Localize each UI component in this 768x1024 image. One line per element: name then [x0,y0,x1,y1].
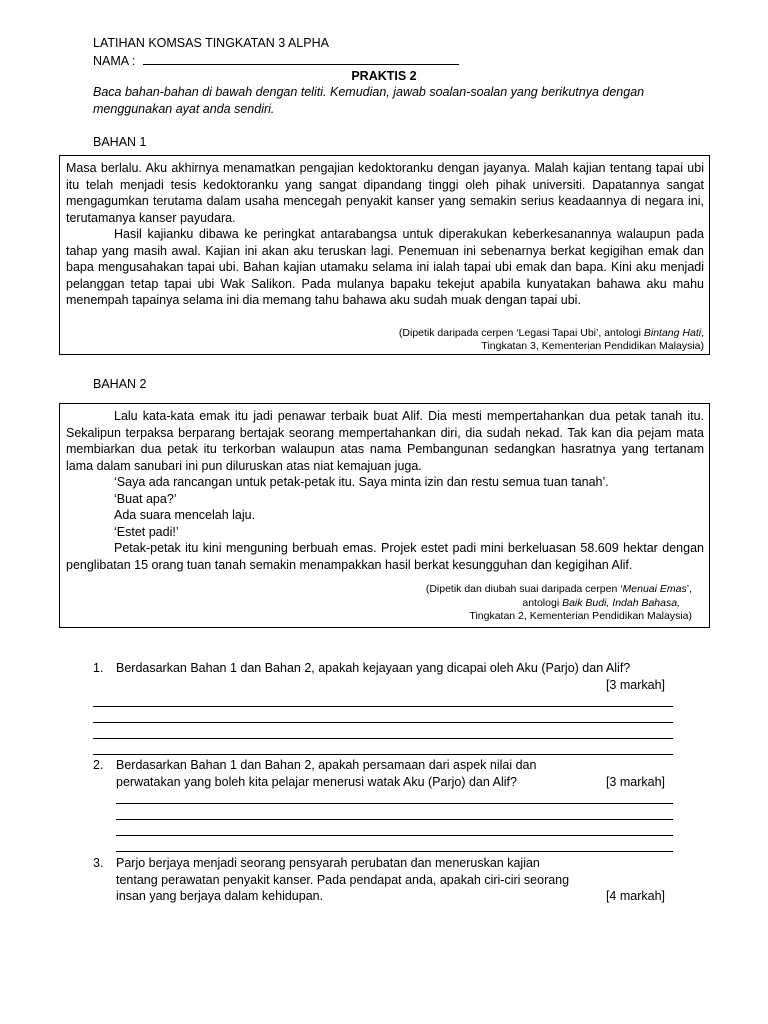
question-number: 2. [93,758,104,772]
question-marks: [3 markah] [605,774,665,789]
bahan2-paragraph-1: Lalu kata-kata emak itu jadi penawar terbaik buat Alif. Dia mesti mempertahankan dua petak tanah itu. Sekalipun terpaksa berparang bertajak seorang mempertahankan diri, dia sudah nekad. Tak kan dia pejam mata membiarkan dua petak itu terkorban walaupun atas nama Pembangunan sedangkan hasratnya yang tertanam lama dalam sanubari ini pun diluruskan atas niat kemajuan juga. [66,409,704,473]
bahan1-box [59,155,710,355]
name-row [93,52,459,70]
instruction-text: Baca bahan-bahan di bawah dengan teliti. Kemudian, jawab soalan-soalan yang berikutnya dengan menggunakan ayat anda sendiri. [93,85,645,116]
question-1 [93,660,673,693]
question-number: 1. [93,661,104,675]
bahan1-source-line2: Tingkatan 3, Kementerian Pendidikan Malaysia) [481,340,704,352]
bahan2-source-book: Baik Budi, Indah Bahasa, [562,596,680,609]
worksheet-title: LATIHAN KOMSAS TINGKATAN 3 ALPHA [93,36,329,50]
answer-line[interactable] [93,722,673,723]
question-marks: [3 markah] [605,677,665,692]
worksheet-header [93,35,459,69]
bahan1-source-pre: (Dipetik daripada cerpen ‘Legasi Tapai Ubi’, antologi [398,326,644,339]
bahan1-source [66,327,704,354]
bahan2-dialog-2: ‘Buat apa?’ [114,491,177,506]
question-text [116,855,673,905]
bahan1-paragraph-1: Masa berlalu. Aku akhirnya menamatkan pengajian kedoktoranku dengan jayanya. Malah kajian tentang tapai ubi itu telah menjadi tesis kedoktoranku yang sangat dipandang tinggi oleh pihak universiti. Dapatannya sangat mengagumkan terutama dalam usaha mencegah penyakit kanser yang semakin serius keadaannya di negara ini, terutamanya kanser payudara. [66,161,704,225]
answer-line[interactable] [93,738,673,739]
bahan1-source-post: , [701,326,704,339]
question-3 [93,855,673,905]
answer-line[interactable] [116,803,673,804]
bahan1-source-book: Bintang Hati [643,326,702,339]
bahan2-dialog-4: ‘Estet padi!’ [114,524,179,539]
question-text-content: Berdasarkan Bahan 1 dan Bahan 2, apakah persamaan dari aspek nilai dan perwatakan yang boleh kita pelajar menerusi watak Aku (Parjo) dan Alif? [116,758,537,789]
bahan2-source-post: ’, [686,583,692,595]
question-2 [93,757,673,790]
bahan2-source [66,583,692,624]
answer-line[interactable] [93,754,673,755]
question-text-content: Parjo berjaya menjadi seorang pensyarah perubatan dan meneruskan kajian tentang perawatan penyakit kanser. Pada pendapat anda, apakah ciri-ciri seorang insan yang berjaya dalam kehidupan. [116,856,570,903]
answer-line[interactable] [116,851,673,852]
question-marks: [4 markah] [605,889,665,903]
question-number: 3. [93,856,104,870]
question-text: Berdasarkan Bahan 1 dan Bahan 2, apakah kejayaan yang dicapai oleh Aku (Parjo) dan Alif? [116,661,631,675]
bahan2-dialog-3: Ada suara mencelah laju. [114,508,256,522]
bahan2-source-title: Menuai Emas [622,583,687,595]
answer-line[interactable] [116,819,673,820]
name-blank-line[interactable] [143,52,459,65]
name-label: NAMA : [93,53,136,68]
praktis-heading: PRAKTIS 2 [351,69,417,83]
bahan2-source-line3: Tingkatan 2, Kementerian Pendidikan Malaysia) [469,610,692,622]
bahan2-dialog-1: ‘Saya ada rancangan untuk petak-petak itu. Saya minta izin dan restu semua tuan tanah’. [114,475,609,489]
bahan2-source-l2-pre: antologi [522,596,563,609]
answer-line[interactable] [116,835,673,836]
question-text [116,757,673,790]
bahan2-box [59,403,710,628]
bahan2-paragraph-2: Petak-petak itu kini menguning berbuah emas. Projek estet padi mini berkeluasan 58.609 hektar dengan penglibatan 15 orang tuan tanah semakin menampakkan hasil berkat kesungguhan dan kegigihan Alif. [66,541,704,572]
bahan2-label: BAHAN 2 [93,377,147,391]
bahan1-label: BAHAN 1 [93,135,147,149]
bahan2-source-pre: (Dipetik dan diubah suai daripada cerpen ‘ [425,583,623,595]
bahan1-paragraph-2: Hasil kajianku dibawa ke peringkat antarabangsa untuk diperakukan keberkesanannya walaupun pada tahap yang masih awal. Kajian ini akan aku teruskan lagi. Penemuan ini sebenarnya berkat kegigihan emak dan bapa mengusahakan tapai ubi. Bahan kajian utamaku selama ini ialah tapai ubi emak dan bapa. Kini aku menjadi pelanggan tetap tapai ubi Wak Salikon. Pada mulanya bapaku tekejut apabila kunyatakan bahawa aku mahu menempah tapainya selama ini dia memang tahu bahawa aku sudah muak dengan tapai ubi. [66,227,704,307]
answer-line[interactable] [93,706,673,707]
